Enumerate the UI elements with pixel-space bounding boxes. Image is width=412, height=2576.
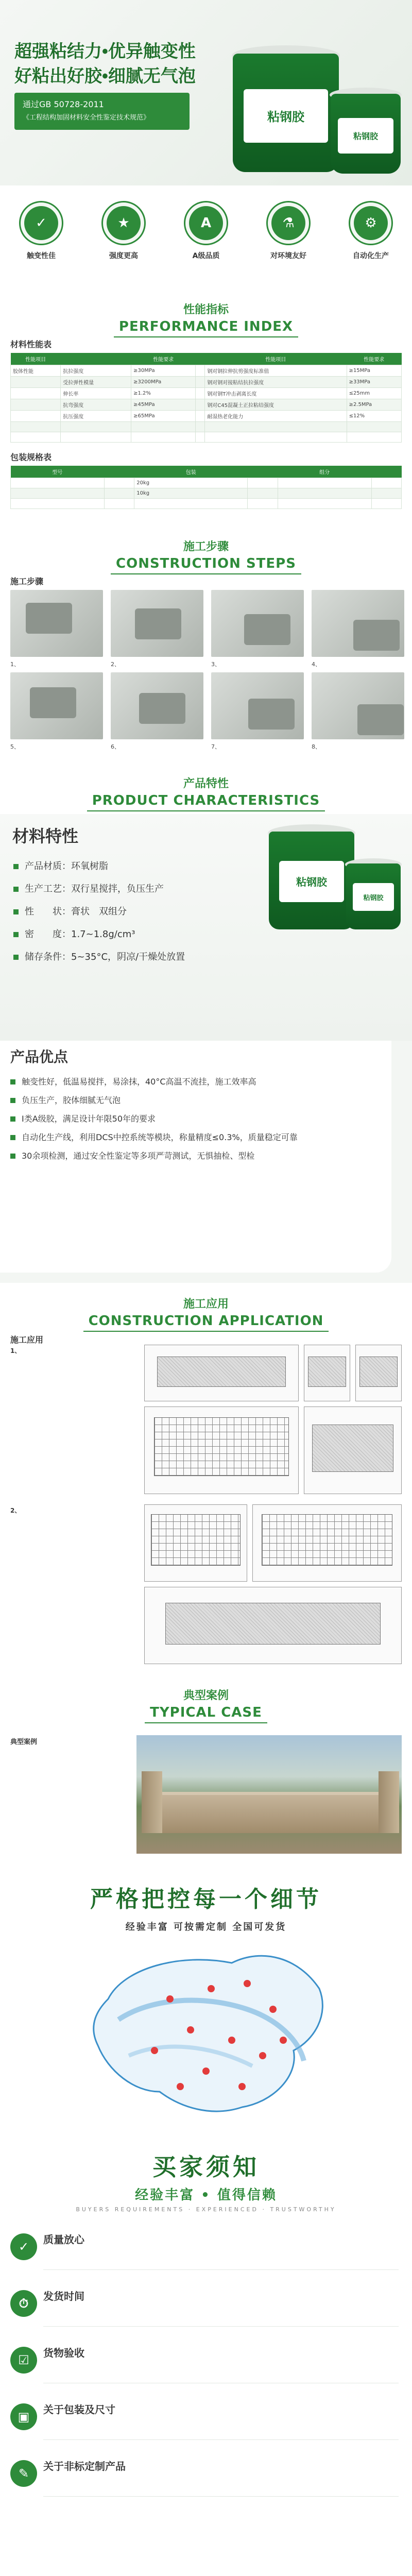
- feature-item: [175, 201, 237, 263]
- bucket-label-text: 粘钢胶: [279, 861, 344, 902]
- feature-item: [258, 201, 319, 263]
- buy-subtitle: 经验丰富 • 值得信赖: [135, 2188, 277, 2203]
- table-cell: [104, 488, 134, 499]
- step-caption: 3、: [211, 661, 220, 668]
- table-cell: ≥1.2%: [131, 388, 196, 399]
- feature-title: 强度更高: [109, 252, 138, 260]
- buy-item-title: 发货时间: [43, 2290, 84, 2302]
- bullet-icon: [13, 887, 19, 892]
- custom-icon: ✎: [10, 2460, 37, 2487]
- table-cell: [278, 499, 371, 509]
- bucket-label: [244, 89, 329, 143]
- buy-title: 买家须知: [152, 2154, 260, 2180]
- char-item: [13, 901, 185, 923]
- char-item: [13, 878, 185, 901]
- table-cell: ≤12%: [347, 411, 401, 422]
- box-check-icon: ☑: [10, 2347, 37, 2374]
- char-text: 生产工艺：双行星搅拌，负压生产: [25, 884, 164, 894]
- table-cell: 受拉弹性模量: [61, 377, 131, 388]
- hatch: [359, 1357, 398, 1387]
- table-cell: [11, 411, 61, 422]
- hatch: [312, 1425, 393, 1472]
- table-cell: 耐湿热老化能力: [205, 411, 347, 422]
- table-header: 性能要求: [347, 353, 401, 365]
- step-photo: [312, 672, 404, 739]
- photo-wall: [147, 1792, 394, 1833]
- photo-shape: [357, 704, 404, 735]
- section-title-en: CONSTRUCTION APPLICATION: [83, 1313, 329, 1332]
- section-title-en: TYPICAL CASE: [145, 1705, 267, 1723]
- photo-shape: [248, 699, 295, 730]
- char-item: [13, 923, 185, 946]
- feature-title: 自动化生产: [353, 252, 389, 260]
- step-item: [111, 672, 203, 751]
- table-cell: [278, 478, 371, 488]
- char-item: [13, 946, 185, 969]
- buy-item: [10, 2285, 402, 2332]
- pack-table-title: 包装规格表: [10, 452, 52, 462]
- product-bucket-large: [269, 832, 354, 929]
- feature-circle: [101, 201, 146, 245]
- table-cell: 伸长率: [61, 388, 131, 399]
- bullet-icon: [10, 1098, 15, 1103]
- photo-shape: [26, 603, 72, 634]
- table-cell: [371, 499, 401, 509]
- table-cell: [131, 432, 196, 443]
- table-cell: [11, 499, 105, 509]
- table-header: [371, 466, 401, 478]
- bullet-icon: [13, 864, 19, 869]
- case-subtitle: 典型案例: [10, 1738, 38, 1746]
- section-title-en: PRODUCT CHARACTERISTICS: [87, 793, 325, 811]
- table-cell: [104, 478, 134, 488]
- chars-title: [0, 762, 412, 814]
- table-header: [104, 466, 134, 478]
- grid: [262, 1514, 392, 1566]
- bullet-icon: [13, 955, 19, 960]
- block-title: 2、: [10, 1507, 21, 1514]
- table-row: [11, 422, 402, 432]
- table-cell: 钢对钢对接粘结抗拉强度: [205, 377, 347, 388]
- photo-shape: [139, 693, 185, 724]
- table-row: [11, 411, 402, 422]
- material-table-title: 材料性能表: [10, 340, 52, 349]
- product-bucket-small: [346, 863, 401, 929]
- step-item: [211, 672, 304, 751]
- buy-item: [10, 2398, 402, 2446]
- advantage-text: 自动化生产线，利用DCS中控系统等模块，称量精度≤0.3%，质量稳定可靠: [22, 1132, 298, 1142]
- divider: [43, 2496, 399, 2497]
- drawing-column: [252, 1504, 402, 1582]
- drawing-beam: [144, 1504, 247, 1582]
- bullet-icon: [10, 1154, 15, 1159]
- case-section: [0, 1674, 412, 1870]
- seal-icon: ★: [107, 206, 141, 240]
- step-caption: 4、: [312, 661, 321, 668]
- drawing-section-1: [304, 1345, 350, 1401]
- table-cell: [205, 422, 347, 432]
- section-title-cn: 典型案例: [183, 1689, 229, 1702]
- table-cell: [11, 388, 61, 399]
- buy-item-title: 货物验收: [43, 2347, 84, 2359]
- table-cell: 胶体性能: [11, 365, 61, 377]
- table-cell: 抗拉强度: [61, 365, 131, 377]
- drawing-column-section: [144, 1587, 402, 1664]
- step-photo: [211, 672, 304, 739]
- step-item: [111, 590, 203, 668]
- table-cell: 钢对钢拉伸抗剪强度标准值: [205, 365, 347, 377]
- buy-item: [10, 2228, 402, 2276]
- table-cell: [371, 478, 401, 488]
- table-cell: [196, 365, 205, 377]
- material-table: [10, 353, 402, 443]
- advantages-list: [10, 1073, 386, 1165]
- table-header: [61, 353, 131, 365]
- bullet-icon: [10, 1116, 15, 1122]
- photo-shape: [353, 620, 400, 651]
- step-photo: [10, 672, 103, 739]
- table-cell: [11, 377, 61, 388]
- application-subtitle: 施工应用: [10, 1335, 44, 1345]
- feature-circle: [19, 201, 63, 245]
- divider: [43, 2326, 399, 2327]
- product-bucket-large: [233, 54, 339, 172]
- table-cell: 钢对钢T冲击剥离长度: [205, 388, 347, 399]
- steps-subtitle: 施工步骤: [10, 577, 44, 586]
- table-row: [11, 499, 402, 509]
- char-text: 密 度：1.7~1.8g/cm³: [25, 929, 135, 940]
- product-bucket-small: [331, 94, 401, 174]
- characteristics-list: [13, 855, 185, 969]
- table-header: 型号: [11, 466, 105, 478]
- step-item: [10, 672, 103, 751]
- table-cell: ≥3200MPa: [131, 377, 196, 388]
- grid: [151, 1514, 241, 1566]
- performance-note: [0, 509, 412, 515]
- table-cell: [248, 478, 278, 488]
- feature-title: 触变性佳: [27, 252, 56, 260]
- bucket-label-small-text: 粘钢胶: [353, 883, 394, 911]
- table-header: 包装: [134, 466, 248, 478]
- hatch: [157, 1357, 286, 1387]
- table-cell: [248, 499, 278, 509]
- buy-item-title: 质量放心: [43, 2233, 84, 2246]
- table-cell: 20kg: [134, 478, 248, 488]
- advantages-title: 产品优点: [10, 1048, 68, 1065]
- standard-badge: [14, 93, 190, 130]
- pack-table: [10, 466, 402, 509]
- advantages-section: [0, 1041, 412, 1283]
- table-cell: ≥2.5MPa: [347, 399, 401, 411]
- table-header: 性能项目: [205, 353, 347, 365]
- step-photo: [10, 590, 103, 657]
- characteristics-panel: [0, 814, 412, 1041]
- application-block-2: [10, 1504, 134, 1518]
- advantage-text: 30余项检测，通过安全性鉴定等多项严苛测试，无惧抽检、型检: [22, 1151, 255, 1161]
- table-header: [248, 466, 278, 478]
- table-row: [11, 399, 402, 411]
- advantage-item: [10, 1091, 386, 1110]
- table-cell: [196, 377, 205, 388]
- table-row: [11, 388, 402, 399]
- factory-icon: ⚙: [354, 206, 388, 240]
- divider: [43, 2439, 399, 2440]
- performance-section: [0, 289, 412, 526]
- table-header: [196, 353, 205, 365]
- step-photo: [312, 590, 404, 657]
- grid: [154, 1417, 289, 1476]
- table-row: [11, 478, 402, 488]
- drawing-elevation: [144, 1345, 299, 1401]
- badge-line-1: 通过GB 50728-2011: [23, 99, 104, 109]
- table-row: [11, 432, 402, 443]
- step-photo: [211, 590, 304, 657]
- table-cell: 钢对C45混凝土正拉粘结强度: [205, 399, 347, 411]
- step-item: [10, 590, 103, 668]
- block-title: 1、: [10, 1347, 21, 1354]
- performance-title: [0, 289, 412, 335]
- table-row: [11, 488, 402, 499]
- feature-circle: [349, 201, 393, 245]
- table-cell: ≥30MPa: [131, 365, 196, 377]
- steps-grid: [0, 590, 412, 760]
- feature-icons-row: [0, 185, 412, 289]
- table-cell: [11, 399, 61, 411]
- divider: [43, 2269, 399, 2270]
- table-cell: 抗压强度: [61, 411, 131, 422]
- table-row: [11, 377, 402, 388]
- bucket-label-small: [338, 118, 394, 154]
- application-title: [0, 1283, 412, 1329]
- section-title-en: PERFORMANCE INDEX: [114, 319, 298, 337]
- photo-shape: [244, 614, 290, 645]
- quality-icon: ✓: [10, 2233, 37, 2260]
- buyer-notice-section: [0, 2138, 412, 2519]
- step-item: [312, 590, 404, 668]
- table-header: 性能项目: [11, 353, 61, 365]
- table-cell: [347, 422, 401, 432]
- package-icon: ▣: [10, 2403, 37, 2430]
- section-title-cn: 施工步骤: [183, 540, 229, 553]
- feature-item: [93, 201, 154, 263]
- table-header: 性能要求: [131, 353, 196, 365]
- table-cell: [196, 432, 205, 443]
- table-cell: [371, 488, 401, 499]
- drawing-detail: [304, 1406, 402, 1494]
- table-cell: 抗弯强度: [61, 399, 131, 411]
- steps-section: [0, 526, 412, 762]
- badge-line-2: 《工程结构加固材料安全性鉴定技术规范》: [23, 114, 150, 122]
- characteristics-section: [0, 762, 412, 1041]
- feature-circle: [266, 201, 311, 245]
- step-caption: 6、: [111, 743, 120, 750]
- table-cell: [131, 422, 196, 432]
- detail-section: [0, 1870, 412, 2138]
- table-cell: [11, 478, 105, 488]
- case-photo: [136, 1735, 402, 1854]
- flask-icon: ⚗: [271, 206, 305, 240]
- advantage-item: [10, 1147, 386, 1165]
- table-cell: ≥45MPa: [131, 399, 196, 411]
- section-title-en: CONSTRUCTION STEPS: [111, 556, 301, 574]
- bullet-icon: [13, 932, 19, 937]
- hero-headline-1: 超强粘结力•优异触变性: [14, 42, 196, 61]
- advantage-item: [10, 1110, 386, 1128]
- table-cell: [196, 399, 205, 411]
- feature-title: A级品质: [192, 252, 220, 260]
- buy-item: [10, 2455, 402, 2502]
- photo-pillar: [379, 1771, 399, 1833]
- hero-banner: [0, 0, 412, 185]
- table-cell: [104, 499, 134, 509]
- bullet-icon: [10, 1135, 15, 1140]
- steps-title: [0, 526, 412, 572]
- step-caption: 1、: [10, 661, 20, 668]
- panel-title: 材料特性: [12, 826, 79, 846]
- bullet-icon: [13, 909, 19, 914]
- step-photo: [111, 672, 203, 739]
- table-cell: ≥65MPa: [131, 411, 196, 422]
- photo-shape: [30, 687, 76, 718]
- buy-en: BUYERS REQUIREMENTS · EXPERIENCED · TRUSTWORTHY: [76, 2206, 336, 2213]
- table-cell: ≥15MPa: [347, 365, 401, 377]
- char-item: [13, 855, 185, 878]
- table-cell: [196, 422, 205, 432]
- detail-title: 严格把控每一个细节: [90, 1887, 322, 1912]
- table-cell: [134, 499, 248, 509]
- detail-subtitle: 经验丰富 可按需定制 全国可发货: [125, 1922, 287, 1933]
- hero-headline-2: 好粘出好胶•细腻无气泡: [14, 66, 196, 86]
- clock-icon: ⏱: [10, 2290, 37, 2317]
- table-cell: [205, 432, 347, 443]
- table-cell: [248, 488, 278, 499]
- shield-icon: ✓: [24, 206, 58, 240]
- buy-item-title: 关于包装及尺寸: [43, 2403, 115, 2416]
- table-cell: ≤25mm: [347, 388, 401, 399]
- grade-a-icon: A: [189, 206, 223, 240]
- section-title-cn: 产品特性: [183, 777, 229, 790]
- drawing-plan-grid: [144, 1406, 299, 1494]
- drawing-section-2: [355, 1345, 402, 1401]
- table-cell: [11, 422, 61, 432]
- advantage-text: 触变性好，低温易搅拌，易涂抹，40°C高温不流挂，施工效率高: [22, 1077, 256, 1087]
- bullet-icon: [10, 1079, 15, 1084]
- hatch: [308, 1357, 346, 1387]
- advantages-box: [0, 1041, 391, 1273]
- step-caption: 8、: [312, 743, 321, 750]
- advantage-text: 负压生产，胶体细腻无气泡: [22, 1095, 121, 1105]
- step-caption: 2、: [111, 661, 120, 668]
- step-item: [312, 672, 404, 751]
- table-cell: [61, 432, 131, 443]
- china-map-graphic: [77, 1937, 335, 2128]
- hatch: [165, 1603, 381, 1645]
- advantage-text: I类A级胶，满足设计年限50年的要求: [22, 1114, 156, 1124]
- char-text: 性 状：膏状 双组分: [25, 906, 127, 917]
- feature-item: [10, 201, 72, 263]
- feature-title: 对环境友好: [270, 252, 306, 260]
- table-row: [11, 365, 402, 377]
- section-title-cn: 施工应用: [183, 1298, 229, 1311]
- application-block-1: [10, 1345, 134, 1358]
- advantage-item: [10, 1073, 386, 1091]
- table-cell: [196, 411, 205, 422]
- buy-item-title: 关于非标定制产品: [43, 2460, 126, 2472]
- table-cell: 10kg: [134, 488, 248, 499]
- step-item: [211, 590, 304, 668]
- table-cell: [11, 488, 105, 499]
- section-title-cn: 性能指标: [183, 303, 229, 316]
- photo-pillar: [142, 1771, 162, 1833]
- char-text: 产品材质：环氧树脂: [25, 861, 108, 872]
- application-section: [0, 1283, 412, 1674]
- case-title: [0, 1674, 412, 1726]
- table-cell: [196, 388, 205, 399]
- bucket-label-text: 粘钢胶: [267, 110, 304, 125]
- table-cell: [347, 432, 401, 443]
- step-caption: 7、: [211, 743, 220, 750]
- buy-item: [10, 2342, 402, 2389]
- feature-circle: [184, 201, 228, 245]
- char-text: 储存条件：5~35°C，阴凉/干燥处放置: [25, 952, 185, 962]
- photo-shape: [135, 608, 181, 639]
- bucket-label-small-text: 粘钢胶: [353, 131, 378, 141]
- advantage-item: [10, 1128, 386, 1147]
- table-cell: [278, 488, 371, 499]
- table-header: 组分: [278, 466, 371, 478]
- step-caption: 5、: [10, 743, 20, 750]
- table-cell: [11, 432, 61, 443]
- table-cell: ≥33MPa: [347, 377, 401, 388]
- step-photo: [111, 590, 203, 657]
- table-cell: [61, 422, 131, 432]
- feature-item: [340, 201, 402, 263]
